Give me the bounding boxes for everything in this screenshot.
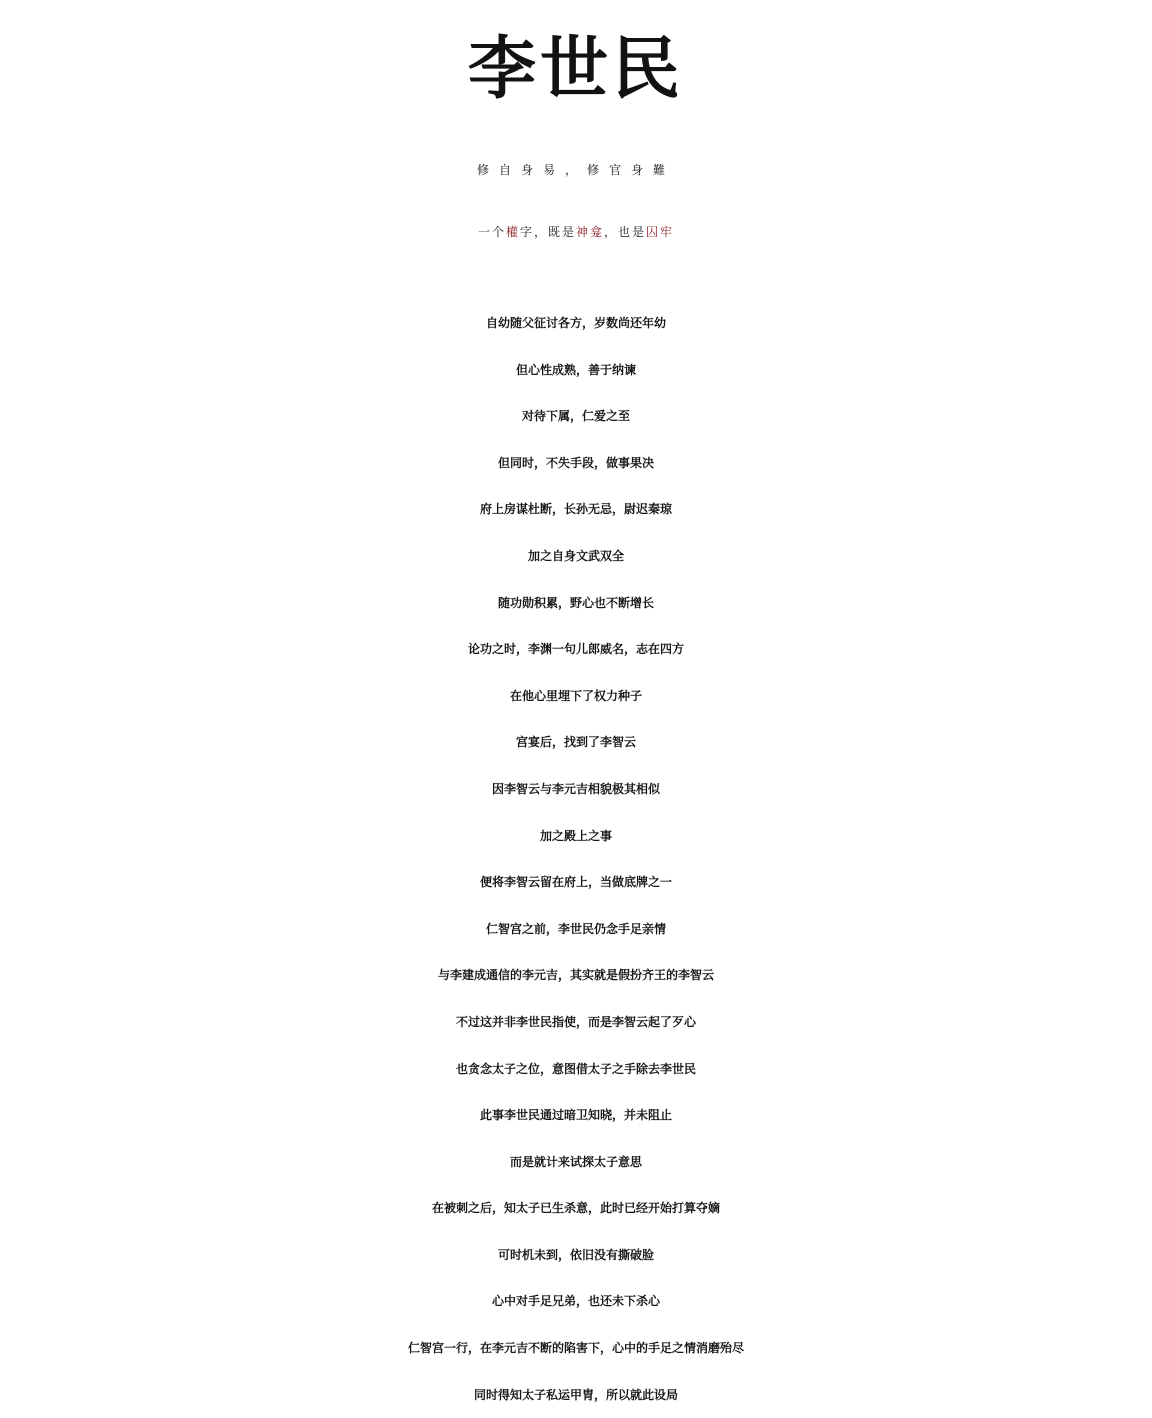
text-line: 加之殿上之事 (539, 828, 612, 843)
text-line: 可时机未到，依旧没有撕破脸 (497, 1247, 654, 1262)
text-line: 在他心里埋下了权力种子 (509, 688, 642, 703)
text-line: 随功勋积累，野心也不断增长 (497, 595, 654, 610)
text-line: 但同时，不失手段，做事果决 (497, 455, 654, 470)
subtitle-line-1: 修自身易，修官身難 (476, 163, 675, 177)
text-line: 不过这并非李世民指使，而是李智云起了歹心 (455, 1014, 696, 1029)
text-line: 此事李世民通过暗卫知晓，并未阻止 (479, 1108, 672, 1123)
text-line: 对待下属，仁爱之至 (521, 409, 630, 424)
text-line: 但心性成熟，善于纳谏 (515, 362, 636, 377)
text-line: 与李建成通信的李元吉，其实就是假扮齐王的李智云 (437, 968, 714, 983)
subtitle-text-1: 一个 (477, 225, 506, 239)
text-line: 仁智宫一行，在李元吉不断的陷害下，心中的手足之情消磨殆尽 (407, 1341, 744, 1356)
subtitle-text-3: ，也是 (604, 225, 647, 239)
body-text (0, 300, 1152, 1418)
text-line: 论功之时，李渊一句儿郎威名，志在四方 (467, 642, 684, 657)
text-line: 加之自身文武双全 (527, 548, 624, 563)
text-line: 仁智宫之前，李世民仍念手足亲情 (485, 921, 666, 936)
page-title: 李世民 (467, 29, 684, 109)
text-line: 心中对手足兄弟，也还未下杀心 (491, 1294, 660, 1309)
text-line: 便将李智云留在府上，当做底牌之一 (479, 875, 672, 890)
highlight-quan: 權 (505, 225, 520, 239)
text-line: 也贪念太子之位，意图借太子之手除去李世民 (455, 1061, 696, 1076)
text-line: 府上房谋杜断，长孙无忌，尉迟秦琼 (479, 502, 672, 517)
subtitle-line-2 (0, 202, 1152, 262)
subtitle-text-2: 字，既是 (519, 225, 576, 239)
text-line: 而是就计来试探太子意思 (509, 1154, 642, 1169)
text-line: 因李智云与李元吉相貌极其相似 (491, 781, 660, 796)
highlight-shenkan: 神龛 (576, 225, 605, 239)
highlight-qiulao: 囚牢 (646, 225, 675, 239)
text-line: 宫宴后，找到了李智云 (515, 735, 636, 750)
text-line: 在被刺之后，知太子已生杀意，此时已经开始打算夺嫡 (431, 1201, 720, 1216)
text-line: 自幼随父征讨各方，岁数尚还年幼 (485, 316, 666, 330)
text-line: 同时得知太子私运甲胄，所以就此设局 (473, 1387, 678, 1402)
